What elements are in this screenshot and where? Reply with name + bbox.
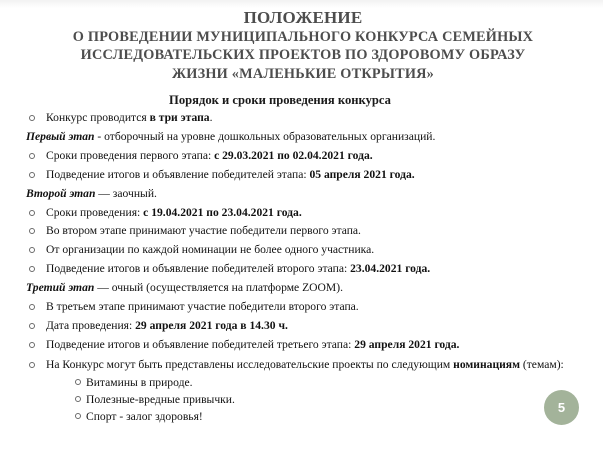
stage-3-participants: В третьем этапе принимают участие победители второго этапа. (46, 300, 359, 314)
nominations-text-1: На Конкурс могут быть представлены исследовательские проекты по следующим (46, 357, 454, 371)
stage-1-dates-bold: с 29.03.2021 по 02.04.2021 года. (214, 148, 373, 162)
nominations-bold: номинациям (453, 357, 520, 371)
bullet-icon (75, 396, 81, 402)
list-item-stage-1-dates (26, 147, 566, 166)
slide-title (16, 8, 590, 83)
nomination-item-label: Спорт - залог здоровья! (86, 409, 203, 423)
stage-2-dates-bold: с 19.04.2021 по 23.04.2021 года. (143, 205, 302, 219)
content (26, 109, 566, 425)
list-item-stage-2-participants (26, 222, 566, 241)
stage-1-line (26, 128, 566, 147)
bullet-icon (29, 115, 35, 121)
bullet-icon (29, 266, 35, 272)
nomination-item (26, 408, 566, 425)
stage-1-dates-text: Сроки проведения первого этапа: (46, 148, 215, 162)
page-number-badge: 5 (544, 390, 579, 425)
stage-3-date-bold: 29 апреля 2021 года в 14.30 ч. (135, 318, 288, 332)
title-main: ПОЛОЖЕНИЕ (243, 8, 363, 27)
stage-3-desc: — очный (осуществляется на платформе ZOOM). (94, 281, 343, 295)
stage-2-per-category: От организации по каждой номинации не более одного участника. (46, 243, 375, 257)
stage-2-participants: Во втором этапе принимают участие победители первого этапа. (46, 224, 361, 238)
bullet-icon (29, 153, 35, 159)
stage-2-desc: — заочный. (95, 186, 157, 200)
bullet-icon (29, 210, 35, 216)
stage-3-line (26, 279, 566, 298)
bullet-icon (75, 379, 81, 385)
stage-3-results-text: Подведение итогов и объявление победителей третьего этапа: (46, 337, 355, 351)
bullet-icon (29, 172, 35, 178)
title-line-1: О ПРОВЕДЕНИИ МУНИЦИПАЛЬНОГО КОНКУРСА СЕМЕЙНЫХ (72, 29, 534, 45)
intro-tail: . (209, 111, 213, 124)
list-item-stage-3-date (26, 317, 566, 336)
list-item-stage-3-results (26, 336, 566, 355)
title-line-2: ИССЛЕДОВАТЕЛЬСКИХ ПРОЕКТОВ ПО ЗДОРОВОМУ ОБРАЗУ (80, 47, 526, 64)
title-line-3: ЖИЗНИ «МАЛЕНЬКИЕ ОТКРЫТИЯ» (171, 65, 435, 82)
bullet-icon (75, 413, 81, 419)
nomination-item-label: Полезные-вредные привычки. (86, 392, 235, 406)
section-heading: Порядок и сроки проведения конкурса (169, 93, 391, 107)
stage-3-label: Третий этап (26, 281, 95, 295)
bullet-icon (29, 247, 35, 253)
stage-2-results-text: Подведение итогов и объявление победителей второго этапа: (46, 262, 351, 276)
stage-1-results-bold: 05 апреля 2021 года. (309, 167, 415, 181)
bullet-icon (29, 228, 35, 234)
stage-2-line (26, 185, 566, 204)
bullet-icon (29, 362, 35, 368)
stage-3-date-text: Дата проведения: (46, 318, 136, 332)
stage-1-desc: - отборочный на уровне дошкольных образовательных организаций. (94, 129, 436, 143)
bullet-icon (29, 304, 35, 310)
bullet-icon (29, 342, 35, 348)
stage-2-label: Второй этап (26, 186, 96, 200)
stage-3-results-bold: 29 апреля 2021 года. (354, 337, 460, 351)
list-item-stage-1-results (26, 166, 566, 185)
stage-2-dates-text: Сроки проведения: (46, 205, 144, 219)
list-item-stage-2-dates (26, 204, 566, 223)
stage-1-results-text: Подведение итогов и объявление победителей этапа: (46, 167, 310, 181)
list-item-stage-2-results (26, 260, 566, 279)
nominations-text-2: (темам): (519, 357, 564, 371)
nomination-item-label: Витамины в природе. (86, 375, 193, 389)
slide-top-band (0, 0, 603, 8)
list-item-intro (26, 109, 566, 128)
list-item-stage-2-per-category (26, 241, 566, 260)
stage-2-results-bold: 23.04.2021 года. (350, 262, 431, 276)
intro-text: Конкурс проводится (46, 111, 150, 124)
stage-1-label: Первый этап (26, 129, 95, 143)
nomination-item (26, 391, 566, 408)
list-item-stage-3-participants (26, 298, 566, 317)
bullet-icon (29, 323, 35, 329)
nomination-item (26, 374, 566, 391)
list-item-nominations (26, 355, 566, 374)
intro-bold: в три этапа (149, 111, 210, 124)
